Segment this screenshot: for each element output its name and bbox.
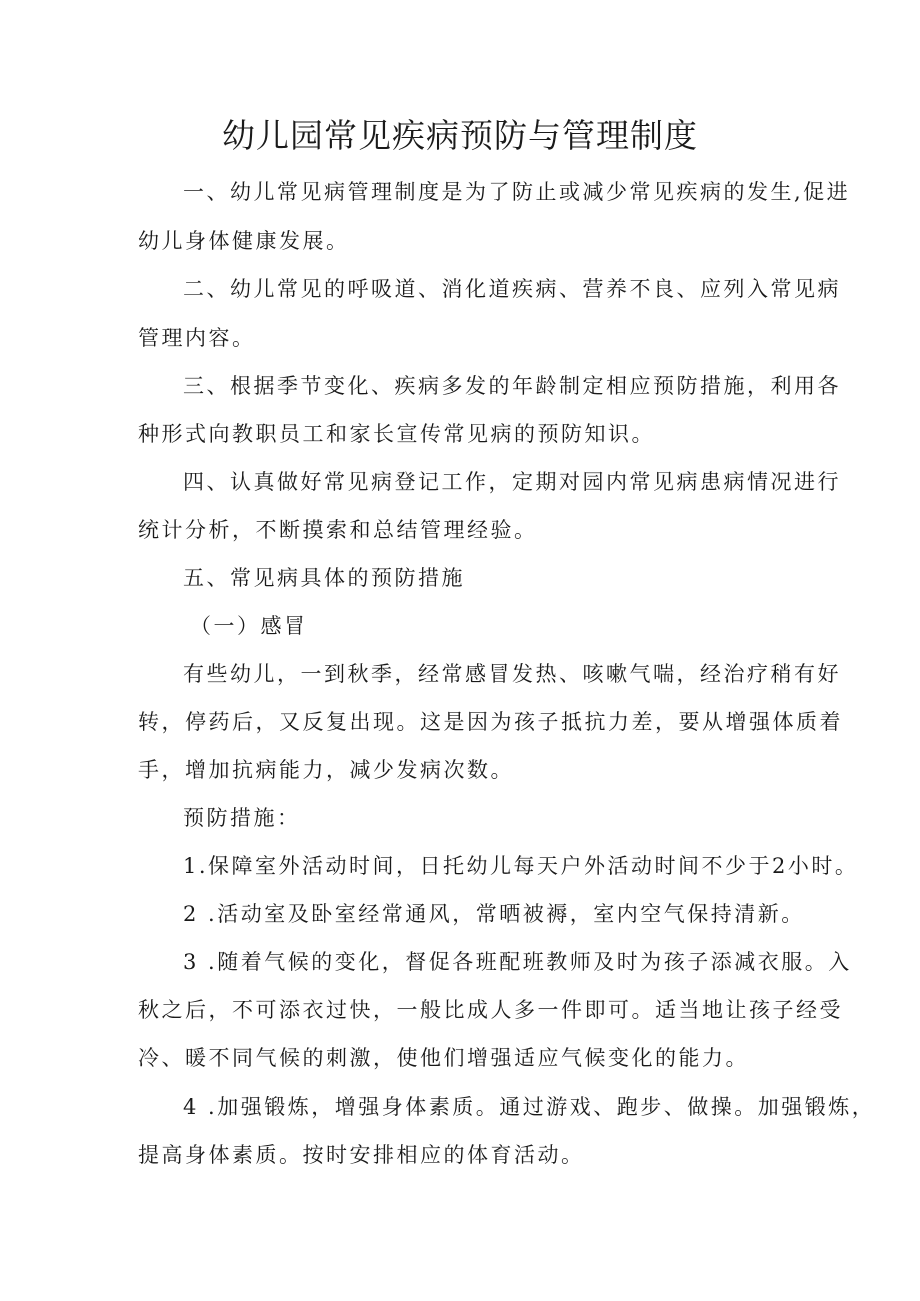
paragraph-line: 秋之后，不可添衣过快，一般比成人多一件即可。适当地让孩子经受 (138, 998, 843, 1022)
paragraph-line: 种形式向教职员工和家长宣传常见病的预防知识。 (138, 422, 655, 446)
paragraph-line: 四、认真做好常见病登记工作，定期对园内常见病患病情况进行 (183, 470, 841, 494)
paragraph-line: 手，增加抗病能力，减少发病次数。 (138, 758, 514, 782)
paragraph-line: 三、根据季节变化、疾病多发的年龄制定相应预防措施，利用各 (183, 374, 841, 398)
list-item: 2 .活动室及卧室经常通风，常晒被褥，室内空气保持清新。 (183, 902, 805, 926)
list-item: 4 .加强锻炼，增强身体素质。通过游戏、跑步、做操。加强锻炼， (183, 1095, 876, 1119)
paragraph-line: 幼儿身体健康发展。 (138, 229, 350, 253)
paragraph-line: 提高身体素质。按时安排相应的体育活动。 (138, 1143, 585, 1167)
subsection-heading: （一）感冒 (190, 614, 308, 638)
list-item: 3 .随着气候的变化，督促各班配班教师及时为孩子添减衣服。入 (183, 950, 852, 974)
section-heading: 五、常见病具体的预防措施 (183, 566, 465, 590)
paragraph-line: 冷、暖不同气候的刺激，使他们增强适应气候变化的能力。 (138, 1046, 749, 1070)
paragraph-line: 二、幼儿常见的呼吸道、消化道疾病、营养不良、应列入常见病 (183, 277, 841, 301)
paragraph-line: 一、幼儿常见病管理制度是为了防止或减少常见疾病的发生,促进 (183, 180, 851, 204)
paragraph-line: 转，停药后，又反复出现。这是因为孩子抵抗力差，要从增强体质着 (138, 710, 843, 734)
list-item: 1.保障室外活动时间，日托幼儿每天户外活动时间不少于2小时。 (183, 854, 859, 878)
document-title: 幼儿园常见疾病预防与管理制度 (222, 116, 698, 155)
paragraph-line: 有些幼儿，一到秋季，经常感冒发热、咳嗽气喘，经治疗稍有好 (183, 662, 841, 686)
paragraph-line: 预防措施： (183, 806, 301, 830)
paragraph-line: 管理内容。 (138, 326, 256, 350)
paragraph-line: 统计分析，不断摸索和总结管理经验。 (138, 518, 538, 542)
